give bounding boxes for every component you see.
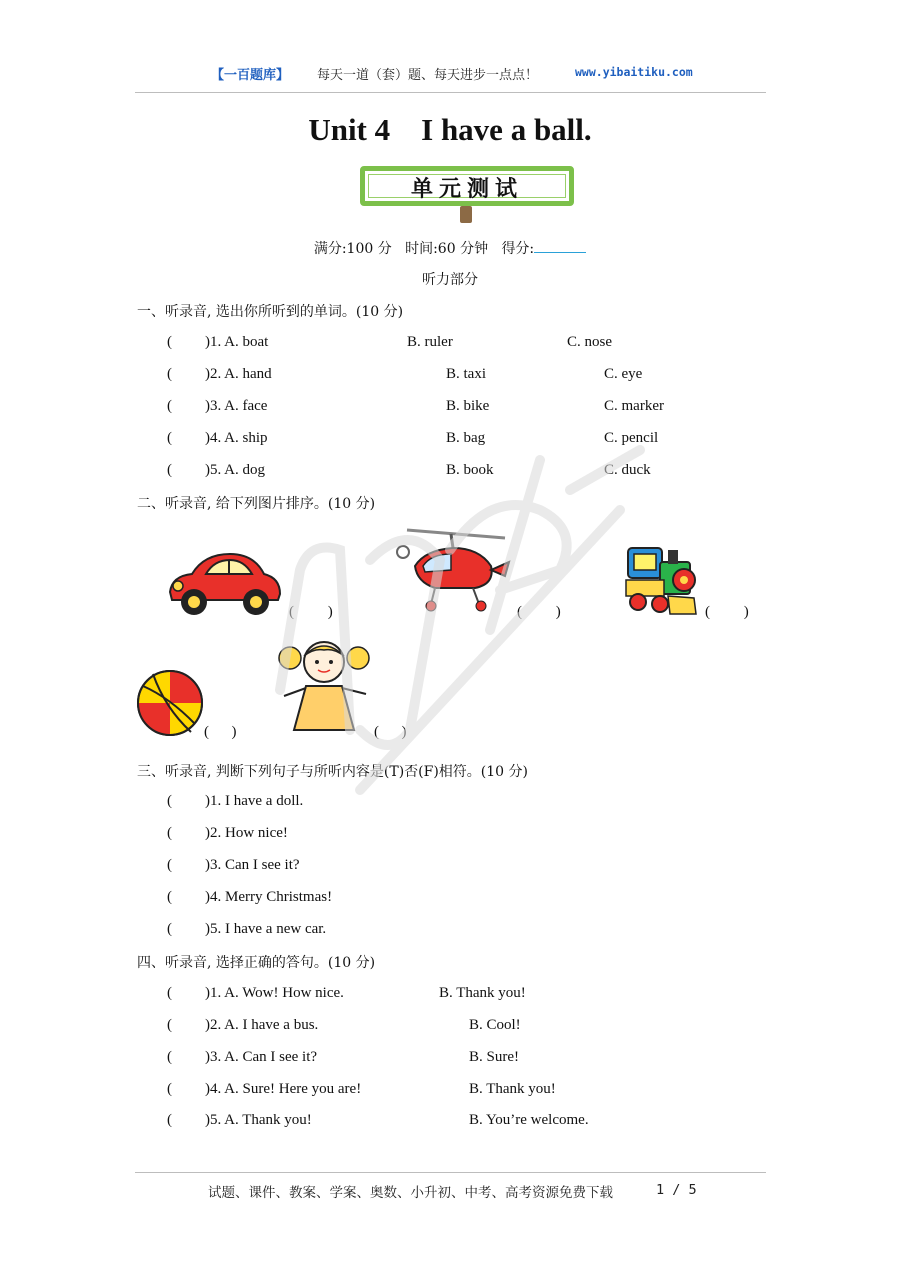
page-title: Unit 4 I have a ball. — [308, 112, 592, 147]
question-text: )3. A. face — [205, 398, 268, 414]
footer-text: 试题、课件、教案、学案、奥数、小升初、中考、高考资源免费下载 — [208, 1185, 613, 1201]
score-blank[interactable] — [534, 239, 586, 253]
option-b: B. Thank you! — [469, 1081, 556, 1097]
option-c: C. eye — [604, 366, 643, 382]
score-label: 得分: — [501, 241, 535, 257]
helicopter-icon — [395, 526, 513, 614]
option-b: B. book — [446, 462, 494, 478]
option-b: B. taxi — [446, 366, 486, 382]
listening-part-heading: 听力部分 — [422, 272, 478, 288]
answer-paren[interactable]: ( — [167, 1081, 172, 1097]
statement-text: )5. I have a new car. — [205, 921, 327, 937]
option-b: B. You’re welcome. — [469, 1112, 589, 1128]
statement-text: )1. I have a doll. — [205, 793, 304, 809]
answer-paren[interactable]: ( — [167, 921, 172, 937]
page-header — [135, 64, 766, 84]
score-info — [0, 238, 900, 258]
option-c: C. nose — [567, 334, 612, 350]
answer-paren[interactable]: ( — [167, 398, 172, 414]
statement-text: )3. Can I see it? — [205, 857, 300, 873]
answer-paren[interactable]: ( — [167, 1049, 172, 1065]
answer-paren[interactable]: ( — [167, 889, 172, 905]
order-paren[interactable]: ( ) — [289, 604, 333, 620]
statement-text: )2. How nice! — [205, 825, 288, 841]
option-b: B. bike — [446, 398, 490, 414]
option-a: )4. A. Sure! Here you are! — [205, 1081, 362, 1097]
car-icon — [164, 548, 284, 620]
answer-paren[interactable]: ( — [167, 825, 172, 841]
footer-divider — [135, 1172, 766, 1173]
answer-paren[interactable]: ( — [167, 366, 172, 382]
train-icon — [624, 540, 700, 620]
order-paren[interactable]: ( ) — [517, 604, 561, 620]
banner-label: 单元测试 — [410, 177, 523, 202]
option-a: )5. A. Thank you! — [205, 1112, 312, 1128]
answer-paren[interactable]: ( — [167, 430, 172, 446]
option-b: B. Sure! — [469, 1049, 519, 1065]
option-c: C. marker — [604, 398, 664, 414]
section3-heading: 三、听录音, 判断下列句子与所听内容是(T)否(F)相符。(10 分) — [137, 764, 528, 780]
section1-heading: 一、听录音, 选出你所听到的单词。(10 分) — [137, 304, 404, 320]
question-text: )4. A. ship — [205, 430, 268, 446]
answer-paren[interactable]: ( — [167, 857, 172, 873]
order-paren[interactable]: ( ) — [204, 724, 237, 740]
answer-paren[interactable]: ( — [167, 985, 172, 1001]
question-text: )5. A. dog — [205, 462, 265, 478]
time-limit: 时间:60 分钟 — [405, 241, 489, 257]
header-divider — [135, 92, 766, 93]
question-text: )2. A. hand — [205, 366, 272, 382]
section2-heading: 二、听录音, 给下列图片排序。(10 分) — [137, 496, 376, 512]
answer-paren[interactable]: ( — [167, 462, 172, 478]
answer-paren[interactable]: ( — [167, 1017, 172, 1033]
option-a: )1. A. Wow! How nice. — [205, 985, 344, 1001]
order-paren[interactable]: ( ) — [374, 724, 407, 740]
question-text: )1. A. boat — [205, 334, 269, 350]
answer-paren[interactable]: ( — [167, 334, 172, 350]
option-a: )2. A. I have a bus. — [205, 1017, 319, 1033]
statement-text: )4. Merry Christmas! — [205, 889, 333, 905]
doll-icon — [276, 638, 372, 738]
unit-test-banner — [356, 160, 578, 224]
page-number: 1 / 5 — [656, 1182, 697, 1198]
brand-label: 【一百题库】 — [211, 68, 290, 83]
option-b: B. Thank you! — [439, 985, 526, 1001]
option-b: B. bag — [446, 430, 486, 446]
option-b: B. ruler — [407, 334, 453, 350]
full-score: 满分:100 分 — [313, 241, 392, 257]
answer-paren[interactable]: ( — [167, 793, 172, 809]
banner-post — [460, 206, 472, 223]
answer-paren[interactable]: ( — [167, 1112, 172, 1128]
option-c: C. pencil — [604, 430, 659, 446]
section4-heading: 四、听录音, 选择正确的答句。(10 分) — [137, 955, 376, 971]
ball-icon — [135, 668, 205, 738]
option-a: )3. A. Can I see it? — [205, 1049, 318, 1065]
order-paren[interactable]: ( ) — [705, 604, 749, 620]
list-item — [167, 1112, 589, 1180]
site-link[interactable]: www.yibaitiku.com — [575, 65, 693, 79]
motto-text: 每天一道（套）题、每天进步一点点！ — [317, 68, 539, 83]
option-c: C. duck — [604, 462, 651, 478]
option-b: B. Cool! — [469, 1017, 521, 1033]
